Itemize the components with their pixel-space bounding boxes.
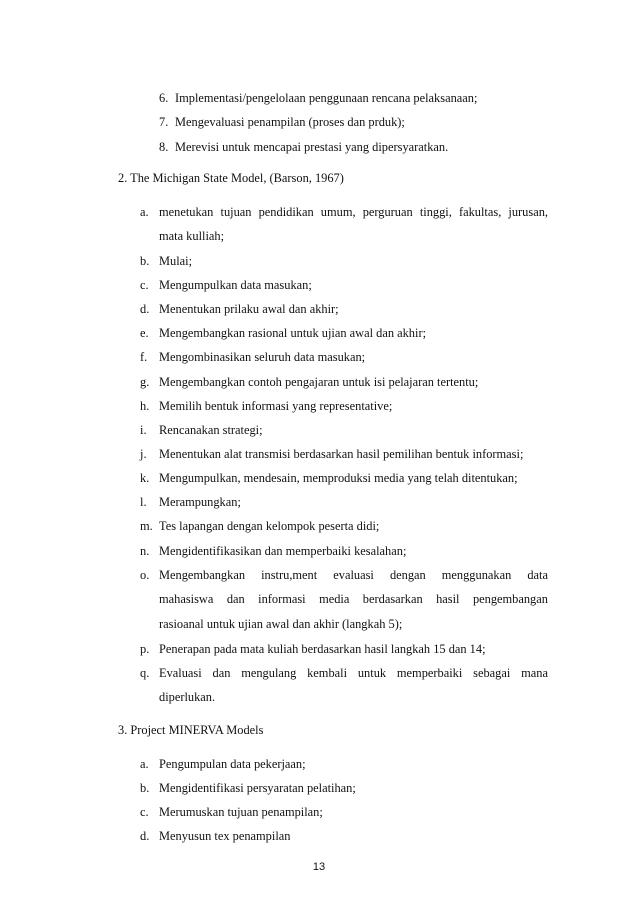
word: berdasarkan <box>362 592 423 606</box>
list-marker: g. <box>140 375 150 389</box>
word: Mengembangkan <box>159 568 246 582</box>
word: untuk <box>357 666 387 680</box>
list-item-text: Mengumpulkan, mendesain, memproduksi media yang telah ditentukan; <box>159 471 518 485</box>
list-item-continuation: diperlukan. <box>159 690 216 704</box>
list-marker: m. <box>140 519 153 533</box>
word: tujuan <box>220 205 252 219</box>
list-marker: l. <box>140 495 147 509</box>
list-item-text-justified <box>159 591 548 607</box>
section-heading-michigan: 2. The Michigan State Model, (Barson, 1967) <box>118 171 344 185</box>
list-item-text: Pengumpulan data pekerjaan; <box>159 757 306 771</box>
list-item-text: Menentukan alat transmisi berdasarkan hasil pemilihan bentuk informasi; <box>159 447 524 461</box>
page-number: 13 <box>312 861 326 873</box>
list-marker: 8. <box>159 140 169 154</box>
word: media <box>319 592 350 606</box>
list-marker: c. <box>140 278 149 292</box>
list-item-text: Mengumpulkan data masukan; <box>159 278 312 292</box>
word: data <box>527 568 548 582</box>
word: menggunakan <box>441 568 512 582</box>
word: hasil <box>436 592 460 606</box>
list-item-text: Memilih bentuk informasi yang representative; <box>159 399 393 413</box>
list-item-text: Tes lapangan dengan kelompok peserta didi; <box>159 519 380 533</box>
list-item-text: Mengidentifikasi persyaratan pelatihan; <box>159 781 356 795</box>
word: Evaluasi <box>159 666 202 680</box>
list-marker: a. <box>140 757 149 771</box>
word: dengan <box>389 568 426 582</box>
list-item-text: Mengembangkan contoh pengajaran untuk isi pelajaran tertentu; <box>159 375 479 389</box>
list-item-text: Penerapan pada mata kuliah berdasarkan hasil langkah 15 dan 14; <box>159 642 486 656</box>
list-marker: f. <box>140 350 148 364</box>
list-marker: q. <box>140 666 150 680</box>
list-item-text: Implementasi/pengelolaan penggunaan rencana pelaksanaan; <box>175 91 478 105</box>
list-marker: d. <box>140 302 150 316</box>
list-item-line <box>159 591 548 607</box>
word: kembali <box>307 666 348 680</box>
list-item-text: Merevisi untuk mencapai prestasi yang dipersyaratkan. <box>175 140 449 154</box>
list-marker: p. <box>140 642 150 656</box>
list-item-text: Merumuskan tujuan penampilan; <box>159 805 323 819</box>
list-marker: b. <box>140 254 150 268</box>
section-heading-minerva: 3. Project MINERVA Models <box>118 723 264 737</box>
word: evaluasi <box>333 568 374 582</box>
word: informasi <box>258 592 306 606</box>
word: sebagai <box>473 666 511 680</box>
list-marker: b. <box>140 781 150 795</box>
word: menetukan <box>159 205 214 219</box>
word: instru,ment <box>261 568 318 582</box>
list-marker: d. <box>140 829 150 843</box>
word: dan <box>212 666 231 680</box>
list-item-continuation: rasioanal untuk ujian awal dan akhir (langkah 5); <box>159 617 403 631</box>
list-item-continuation: mata kulliah; <box>159 229 225 243</box>
list-item-text: Mengevaluasi penampilan (proses dan prduk); <box>175 115 405 129</box>
word: fakultas, <box>458 205 502 219</box>
word: mana <box>521 666 548 680</box>
list-item-text: Menentukan prilaku awal dan akhir; <box>159 302 339 316</box>
list-item-text: Mulai; <box>159 254 193 268</box>
list-item-text: Merampungkan; <box>159 495 241 509</box>
list-marker: h. <box>140 399 150 413</box>
list-marker: j. <box>140 447 147 461</box>
list-item-text: Rencanakan strategi; <box>159 423 263 437</box>
word: perguruan <box>362 205 413 219</box>
list-marker: 7. <box>159 115 169 129</box>
list-item-line <box>159 567 548 583</box>
list-item-text: Mengombinasikan seluruh data masukan; <box>159 350 366 364</box>
word: umum, <box>320 205 356 219</box>
list-item-text: Menyusun tex penampilan <box>159 829 291 843</box>
list-item-text: Mengembangkan rasional untuk ujian awal dan akhir; <box>159 326 427 340</box>
list-item-line <box>159 204 548 220</box>
list-marker: o. <box>140 568 150 582</box>
word: tinggi, <box>419 205 452 219</box>
word: mengulang <box>241 666 297 680</box>
list-item-text-justified <box>159 567 548 583</box>
list-marker: n. <box>140 544 150 558</box>
word: pendidikan <box>258 205 314 219</box>
list-marker: k. <box>140 471 150 485</box>
list-item-text-justified <box>159 665 548 681</box>
list-marker: e. <box>140 326 149 340</box>
list-marker: 6. <box>159 91 169 105</box>
list-item-line <box>159 665 548 681</box>
word: mahasiswa <box>159 592 214 606</box>
word: memperbaiki <box>396 666 463 680</box>
list-marker: a. <box>140 205 149 219</box>
list-marker: c. <box>140 805 149 819</box>
word: pengembangan <box>472 592 548 606</box>
list-marker: i. <box>140 423 147 437</box>
list-item-text: Mengidentifikasikan dan memperbaiki kesalahan; <box>159 544 407 558</box>
word: dan <box>226 592 245 606</box>
word: jurusan, <box>508 205 548 219</box>
list-item-text-justified <box>159 204 548 220</box>
